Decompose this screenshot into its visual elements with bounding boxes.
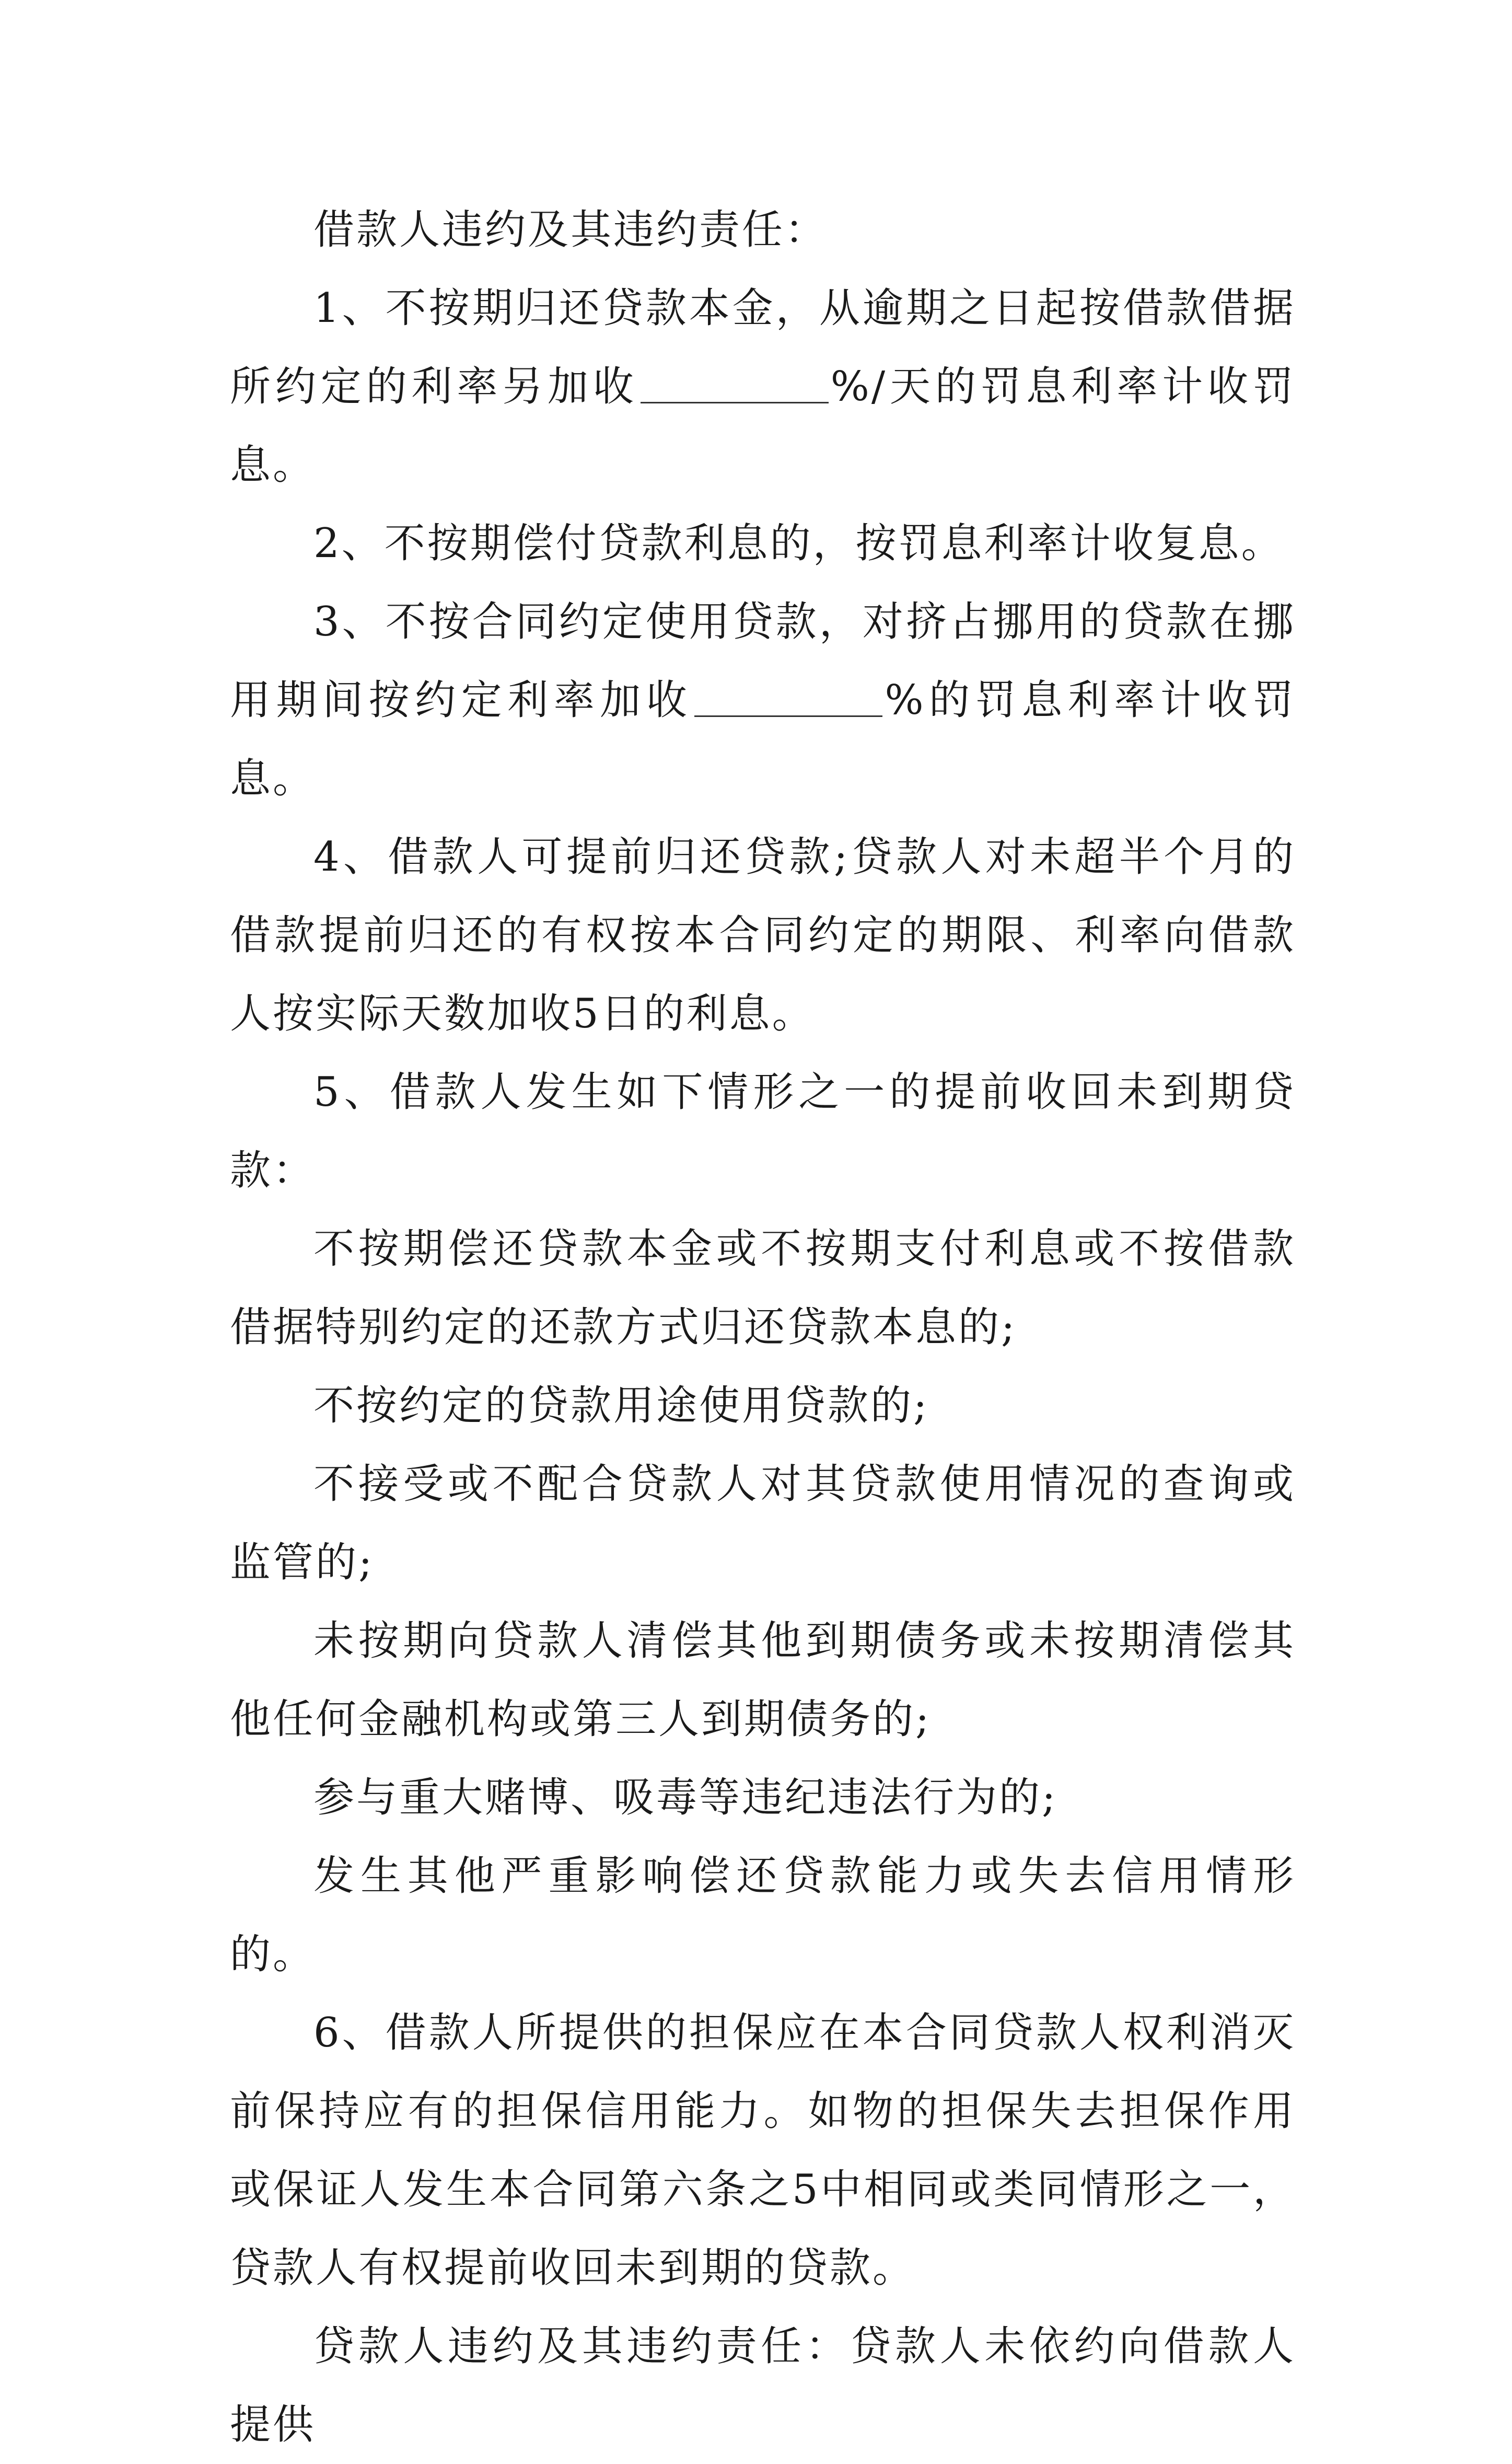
paragraph-text: 2、不按期偿付贷款利息的，按罚息利率计收复息。	[313, 520, 1284, 567]
paragraph-text: 借款人违约及其违约责任：	[313, 206, 828, 253]
paragraph-clause-5	[230, 1053, 1296, 1210]
paragraph-borrower-default-heading	[230, 191, 1296, 269]
paragraph-text: 参与重大赌博、吸毒等违纪违法行为的;	[313, 1774, 1058, 1821]
paragraph-text: 不接受或不配合贷款人对其贷款使用情况的查询或监管的;	[230, 1461, 1296, 1586]
paragraph-clause-6	[230, 1994, 1296, 2307]
paragraph-condition-5	[230, 1759, 1296, 1837]
paragraph-clause-1	[230, 269, 1296, 504]
paragraph-text: 5、借款人发生如下情形之一的提前收回未到期贷款：	[230, 1069, 1296, 1194]
paragraph-text: 6、借款人所提供的担保应在本合同贷款人权利消灭前保持应有的担保信用能力。如物的担保失去担保作用或保证人发生本合同第六条之5中相同或类同情形之一，贷款人有权提前收回未到期的贷款。	[230, 2009, 1296, 2292]
paragraph-text-after-blank: %/天的罚息利率计收罚息。	[230, 363, 1296, 489]
paragraph-condition-2	[230, 1367, 1296, 1445]
paragraph-text: 贷款人违约及其违约责任：贷款人未依约向借款人提供	[230, 2323, 1296, 2448]
paragraph-text: 未按期向贷款人清偿其他到期债务或未按期清偿其他任何金融机构或第三人到期债务的;	[230, 1617, 1296, 1743]
paragraph-condition-1	[230, 1210, 1296, 1367]
fill-in-blank	[641, 365, 829, 403]
document-body	[230, 191, 1296, 2464]
paragraph-text: 4、借款人可提前归还贷款;贷款人对未超半个月的借款提前归还的有权按本合同约定的期限、利率向借款人按实际天数加收5日的利息。	[230, 834, 1296, 1037]
paragraph-text-before-blank: 3、不按合同约定使用贷款，对挤占挪用的贷款在挪用期间按约定利率加收	[230, 598, 1296, 724]
paragraph-text: 不按约定的贷款用途使用贷款的;	[313, 1382, 929, 1429]
paragraph-text: 发生其他严重影响偿还贷款能力或失去信用情形的。	[230, 1853, 1296, 1978]
fill-in-blank	[694, 679, 882, 717]
paragraph-condition-4	[230, 1602, 1296, 1759]
paragraph-condition-3	[230, 1445, 1296, 1602]
paragraph-lender-default	[230, 2307, 1296, 2464]
paragraph-text-before-blank: 1、不按期归还贷款本金，从逾期之日起按借款借据所约定的利率另加收	[230, 285, 1296, 410]
paragraph-text: 不按期偿还贷款本金或不按期支付利息或不按借款借据特别约定的还款方式归还贷款本息的;	[230, 1225, 1296, 1351]
paragraph-condition-6	[230, 1837, 1296, 1994]
paragraph-clause-3	[230, 583, 1296, 818]
paragraph-text-after-blank: %的罚息利率计收罚息。	[230, 677, 1296, 802]
paragraph-clause-2	[230, 504, 1296, 583]
paragraph-clause-4	[230, 818, 1296, 1053]
